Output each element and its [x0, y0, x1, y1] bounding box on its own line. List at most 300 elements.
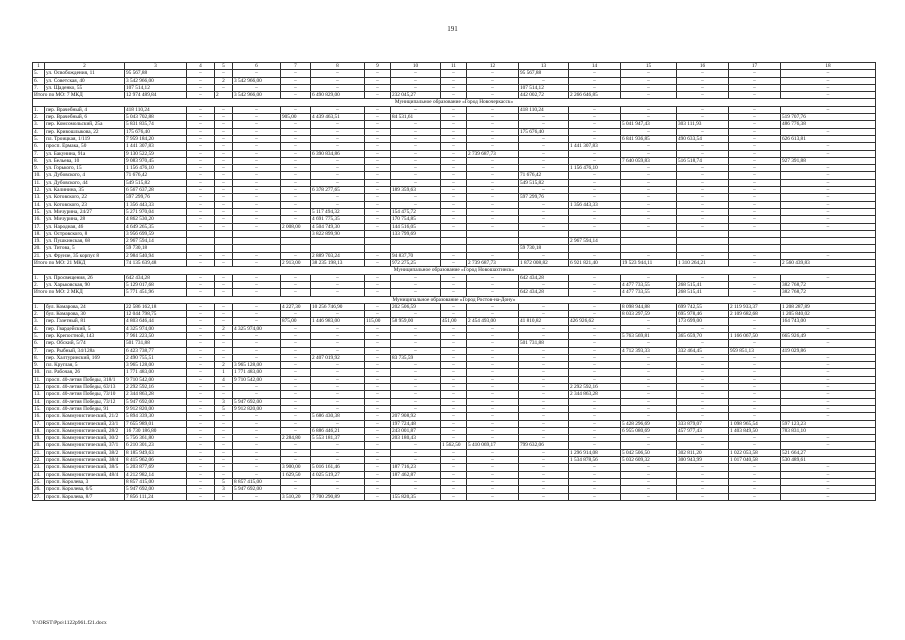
table-cell: –: [467, 493, 519, 500]
table-cell: 175 676,40: [125, 128, 187, 135]
table-cell: –: [365, 486, 391, 493]
table-cell: 1 166 067,50: [729, 332, 781, 339]
table-cell: –: [519, 201, 569, 208]
table-cell: 300 943,99: [677, 457, 729, 464]
table-cell: пер. Газетный, 81: [45, 318, 125, 325]
table-cell: 6 567 637,28: [125, 187, 187, 194]
table-cell: –: [187, 135, 215, 142]
table-cell: –: [441, 398, 467, 405]
table-cell: ул. Титова, 5: [45, 245, 125, 252]
table-cell: –: [281, 172, 311, 179]
table-cell: 2 913,00: [281, 260, 311, 267]
table-cell: –: [281, 442, 311, 449]
table-cell: –: [365, 311, 391, 318]
table-cell: –: [729, 391, 781, 398]
table-cell: –: [391, 157, 441, 164]
table-cell: –: [233, 121, 281, 128]
table-cell: –: [215, 157, 233, 164]
table-cell: –: [311, 449, 365, 456]
table-cell: –: [391, 84, 441, 91]
table-cell: –: [281, 157, 311, 164]
table-cell: –: [729, 384, 781, 391]
table-cell: –: [781, 223, 876, 230]
table-cell: –: [467, 128, 519, 135]
table-row: [33, 478, 876, 485]
table-cell: ул. Котовского, 22: [45, 194, 125, 201]
table-cell: –: [233, 332, 281, 339]
table-cell: 8 415 962,06: [125, 457, 187, 464]
table-cell: 451,00: [441, 318, 467, 325]
header-cell: 11: [441, 63, 467, 70]
table-cell: –: [187, 398, 215, 405]
table-cell: 1 534 878,56: [569, 457, 621, 464]
table-cell: 2 119 933,37: [729, 303, 781, 310]
table-cell: 8.: [33, 157, 45, 164]
table-cell: –: [467, 332, 519, 339]
table-cell: –: [519, 208, 569, 215]
table-cell: –: [391, 362, 441, 369]
table-cell: –: [519, 420, 569, 427]
table-cell: 5 041 947,43: [621, 121, 677, 128]
table-cell: –: [233, 150, 281, 157]
table-cell: 7.: [33, 150, 45, 157]
table-cell: 187 716,23: [391, 464, 441, 471]
table-cell: 268 515,41: [677, 281, 729, 288]
table-cell: –: [215, 172, 233, 179]
table-cell: –: [187, 405, 215, 412]
table-cell: 84 531,61: [391, 114, 441, 121]
table-cell: –: [441, 325, 467, 332]
table-cell: 1: [215, 369, 233, 376]
table-cell: –: [187, 114, 215, 121]
table-cell: 365 659,70: [677, 332, 729, 339]
table-row: [33, 208, 876, 215]
header-cell: 6: [233, 63, 281, 70]
table-cell: 1 156 476,10: [569, 165, 621, 172]
table-cell: –: [569, 216, 621, 223]
table-row: [33, 245, 876, 252]
table-cell: 115,00: [365, 318, 391, 325]
table-cell: 95 567,88: [125, 70, 187, 77]
table-cell: –: [467, 376, 519, 383]
table-cell: –: [467, 398, 519, 405]
table-cell: –: [519, 354, 569, 361]
table-cell: –: [621, 376, 677, 383]
table-cell: –: [215, 449, 233, 456]
table-cell: –: [677, 471, 729, 478]
table-cell: 5 203 877,69: [125, 464, 187, 471]
table-cell: –: [519, 478, 569, 485]
total-label: Итого по МО: 7 МКД: [33, 92, 125, 99]
table-cell: 1 441 307,83: [125, 143, 187, 150]
header-row: [33, 63, 876, 70]
table-cell: 1 296 914,08: [569, 449, 621, 456]
section-title: Муниципальное образование «Город Новошахтинск»: [33, 267, 876, 274]
table-cell: –: [391, 289, 441, 296]
table-cell: –: [467, 347, 519, 354]
table-cell: –: [729, 405, 781, 412]
header-cell: 8: [311, 63, 365, 70]
table-cell: 6 378 277,65: [311, 187, 365, 194]
table-cell: 6.: [33, 340, 45, 347]
table-row: [33, 230, 876, 237]
table-cell: –: [187, 391, 215, 398]
header-cell: 18: [781, 63, 876, 70]
table-cell: –: [781, 362, 876, 369]
table-cell: 26.: [33, 486, 45, 493]
table-cell: –: [215, 135, 233, 142]
table-cell: –: [311, 457, 365, 464]
table-cell: –: [233, 457, 281, 464]
table-cell: –: [391, 311, 441, 318]
table-cell: –: [187, 420, 215, 427]
table-cell: 303 111,93: [677, 121, 729, 128]
table-cell: –: [215, 114, 233, 121]
table-cell: –: [729, 471, 781, 478]
table-cell: [519, 230, 569, 237]
table-cell: 1 872 008,82: [519, 260, 569, 267]
table-cell: [467, 238, 519, 245]
table-cell: –: [729, 179, 781, 186]
table-cell: –: [569, 340, 621, 347]
table-cell: 2 344 863,28: [569, 391, 621, 398]
table-cell: –: [215, 281, 233, 288]
table-cell: –: [781, 187, 876, 194]
table-cell: 154 475,72: [391, 208, 441, 215]
table-cell: –: [621, 325, 677, 332]
table-cell: –: [441, 449, 467, 456]
table-cell: –: [391, 340, 441, 347]
table-cell: –: [391, 486, 441, 493]
table-row: [33, 238, 876, 245]
table-cell: –: [519, 303, 569, 310]
table-cell: просп. Коммунистический, 21/2: [45, 413, 125, 420]
table-row: [33, 391, 876, 398]
table-cell: 6.: [33, 77, 45, 84]
table-cell: –: [365, 201, 391, 208]
table-cell: –: [187, 157, 215, 164]
table-cell: 4.: [33, 128, 45, 135]
table-cell: –: [365, 77, 391, 84]
table-cell: –: [365, 289, 391, 296]
table-cell: –: [233, 442, 281, 449]
table-cell: 4 227,30: [281, 303, 311, 310]
table-cell: –: [729, 77, 781, 84]
table-cell: –: [365, 216, 391, 223]
table-cell: 9 710 542,00: [233, 376, 281, 383]
table-cell: –: [467, 311, 519, 318]
table-cell: –: [233, 194, 281, 201]
table-cell: –: [311, 172, 365, 179]
table-cell: –: [569, 486, 621, 493]
table-cell: –: [569, 303, 621, 310]
table-cell: –: [467, 457, 519, 464]
total-row: [33, 260, 876, 267]
table-cell: 1 098 965,54: [729, 420, 781, 427]
table-cell: –: [233, 471, 281, 478]
table-cell: 549 515,82: [519, 179, 569, 186]
table-cell: просп. Коммунистический, 38/5: [45, 464, 125, 471]
table-cell: просп. Королева, 6/5: [45, 486, 125, 493]
table-row: [33, 413, 876, 420]
table-cell: –: [729, 354, 781, 361]
table-cell: –: [281, 405, 311, 412]
table-cell: –: [233, 143, 281, 150]
table-row: [33, 442, 876, 449]
table-cell: –: [391, 449, 441, 456]
table-cell: –: [729, 70, 781, 77]
table-cell: 5 410 069,17: [467, 442, 519, 449]
table-cell: –: [281, 384, 311, 391]
table-cell: –: [281, 281, 311, 288]
table-cell: ул. Щаденко, 55: [45, 84, 125, 91]
table-cell: 6 210 301,23: [125, 442, 187, 449]
table-cell: 799 632,06: [519, 442, 569, 449]
table-cell: 1 771 483,00: [233, 369, 281, 376]
table-cell: –: [233, 260, 281, 267]
table-cell: –: [441, 376, 467, 383]
table-cell: –: [781, 354, 876, 361]
table-cell: 12 974 489,84: [125, 92, 187, 99]
table-cell: –: [621, 354, 677, 361]
table-cell: –: [729, 165, 781, 172]
table-cell: 521 664,27: [781, 449, 876, 456]
table-cell: –: [441, 384, 467, 391]
table-row: [33, 187, 876, 194]
table-cell: 4 712 393,33: [621, 347, 677, 354]
table-cell: 5 763 569,81: [621, 332, 677, 339]
table-cell: –: [365, 347, 391, 354]
table-cell: –: [621, 92, 677, 99]
table-cell: –: [187, 289, 215, 296]
table-cell: –: [519, 325, 569, 332]
table-cell: просп. Королева, 3: [45, 478, 125, 485]
table-cell: 1.: [33, 274, 45, 281]
table-cell: –: [281, 398, 311, 405]
table-cell: –: [233, 347, 281, 354]
table-cell: –: [677, 216, 729, 223]
table-cell: –: [311, 135, 365, 142]
table-cell: –: [391, 457, 441, 464]
table-cell: –: [441, 486, 467, 493]
table-cell: –: [569, 135, 621, 142]
table-cell: –: [365, 362, 391, 369]
table-cell: 3 542 966,00: [125, 77, 187, 84]
table-cell: –: [365, 194, 391, 201]
table-cell: –: [187, 362, 215, 369]
table-cell: 418 110,24: [519, 106, 569, 113]
table-cell: –: [391, 165, 441, 172]
table-cell: –: [215, 347, 233, 354]
table-cell: 597 299,76: [125, 194, 187, 201]
table-cell: 12.: [33, 384, 45, 391]
table-cell: 5 553 181,37: [311, 435, 365, 442]
table-cell: 22 586 162,18: [125, 303, 187, 310]
table-cell: –: [311, 486, 365, 493]
table-cell: –: [569, 281, 621, 288]
table-cell: –: [233, 172, 281, 179]
table-cell: просп. 40-летия Победы, 91: [45, 405, 125, 412]
table-cell: –: [281, 201, 311, 208]
table-cell: –: [467, 281, 519, 288]
table-cell: –: [677, 92, 729, 99]
table-cell: –: [187, 471, 215, 478]
table-cell: –: [781, 478, 876, 485]
table-row: [33, 121, 876, 128]
table-cell: 207 908,92: [391, 413, 441, 420]
table-cell: –: [677, 84, 729, 91]
table-cell: 14.: [33, 398, 45, 405]
table-cell: 2.: [33, 281, 45, 288]
table-row: [33, 223, 876, 230]
table-cell: –: [781, 92, 876, 99]
table-cell: 1.: [33, 303, 45, 310]
table-cell: –: [569, 325, 621, 332]
table-cell: –: [187, 376, 215, 383]
table-cell: 5 831 835,74: [125, 121, 187, 128]
table-cell: –: [215, 165, 233, 172]
table-cell: –: [519, 187, 569, 194]
table-cell: –: [781, 471, 876, 478]
table-cell: –: [281, 84, 311, 91]
table-cell: 4 691 775,35: [311, 216, 365, 223]
table-cell: –: [519, 435, 569, 442]
table-cell: –: [281, 478, 311, 485]
table-cell: –: [281, 150, 311, 157]
table-cell: –: [311, 165, 365, 172]
table-cell: ул. Калинина, 35: [45, 187, 125, 194]
table-cell: 19.: [33, 435, 45, 442]
table-cell: 6 423 738,77: [125, 347, 187, 354]
table-cell: 12 044 798,75: [125, 311, 187, 318]
table-cell: –: [311, 391, 365, 398]
table-cell: 19.: [33, 238, 45, 245]
table-cell: –: [281, 354, 311, 361]
table-cell: 9.: [33, 362, 45, 369]
table-cell: –: [365, 493, 391, 500]
table-cell: 5: [215, 405, 233, 412]
table-cell: –: [281, 194, 311, 201]
table-cell: –: [467, 143, 519, 150]
table-cell: –: [729, 486, 781, 493]
table-cell: [467, 230, 519, 237]
table-cell: –: [677, 150, 729, 157]
table-cell: –: [365, 354, 391, 361]
table-cell: 10.: [33, 369, 45, 376]
table-cell: –: [781, 464, 876, 471]
table-cell: –: [281, 289, 311, 296]
table-cell: –: [233, 413, 281, 420]
table-cell: 164 743,00: [781, 318, 876, 325]
table-cell: [621, 230, 677, 237]
table-cell: –: [621, 384, 677, 391]
table-cell: –: [569, 427, 621, 434]
table-cell: –: [677, 493, 729, 500]
table-cell: –: [729, 260, 781, 267]
table-cell: –: [569, 362, 621, 369]
table-cell: –: [729, 135, 781, 142]
table-cell: –: [519, 486, 569, 493]
table-cell: –: [391, 369, 441, 376]
table-cell: –: [677, 405, 729, 412]
table-cell: –: [729, 398, 781, 405]
table-cell: 74 135 639,48: [125, 260, 187, 267]
table-cell: –: [311, 420, 365, 427]
table-cell: –: [569, 464, 621, 471]
table-cell: –: [467, 187, 519, 194]
table-cell: –: [569, 179, 621, 186]
table-row: [33, 150, 876, 157]
table-cell: –: [365, 179, 391, 186]
table-cell: 12.: [33, 187, 45, 194]
header-cell: 12: [467, 63, 519, 70]
table-cell: –: [441, 457, 467, 464]
table-cell: –: [365, 398, 391, 405]
table-cell: –: [187, 84, 215, 91]
table-cell: –: [281, 427, 311, 434]
table-cell: –: [781, 376, 876, 383]
table-cell: –: [781, 194, 876, 201]
table-cell: 2: [215, 362, 233, 369]
table-cell: –: [621, 413, 677, 420]
table-cell: бул. Комарова, 30: [45, 311, 125, 318]
table-cell: –: [569, 128, 621, 135]
table-cell: –: [519, 471, 569, 478]
table-cell: –: [365, 114, 391, 121]
table-cell: 5 686 430,38: [311, 413, 365, 420]
table-cell: –: [621, 216, 677, 223]
table-cell: 1 562,50: [441, 442, 467, 449]
table-cell: –: [467, 121, 519, 128]
table-cell: –: [729, 84, 781, 91]
table-cell: 2: [215, 325, 233, 332]
table-cell: 94 837,70: [391, 252, 441, 259]
table-cell: –: [441, 77, 467, 84]
table-cell: –: [233, 427, 281, 434]
table-cell: 8 857 415,00: [233, 478, 281, 485]
table-cell: –: [311, 143, 365, 150]
table-cell: –: [233, 223, 281, 230]
table-cell: –: [281, 77, 311, 84]
table-cell: –: [677, 194, 729, 201]
table-cell: –: [677, 172, 729, 179]
table-cell: 5 947 692,00: [125, 486, 187, 493]
table-cell: –: [187, 106, 215, 113]
table-cell: [215, 238, 233, 245]
table-cell: –: [391, 135, 441, 142]
section-row: [33, 267, 876, 274]
table-cell: 516 518,74: [677, 157, 729, 164]
table-cell: –: [187, 332, 215, 339]
table-cell: –: [621, 208, 677, 215]
table-cell: –: [677, 187, 729, 194]
table-cell: 203 180,43: [391, 435, 441, 442]
table-cell: –: [621, 435, 677, 442]
table-cell: 24.: [33, 471, 45, 478]
table-cell: –: [365, 442, 391, 449]
table-cell: 382 768,72: [781, 289, 876, 296]
table-cell: [233, 245, 281, 252]
table-cell: [569, 230, 621, 237]
table-cell: –: [519, 493, 569, 500]
table-cell: 972 275,25: [391, 260, 441, 267]
table-cell: –: [233, 165, 281, 172]
table-row: [33, 420, 876, 427]
table-cell: 3: [215, 486, 233, 493]
table-cell: 875,00: [281, 318, 311, 325]
table-cell: 2 292 592,16: [125, 384, 187, 391]
table-cell: 107 514,12: [519, 84, 569, 91]
